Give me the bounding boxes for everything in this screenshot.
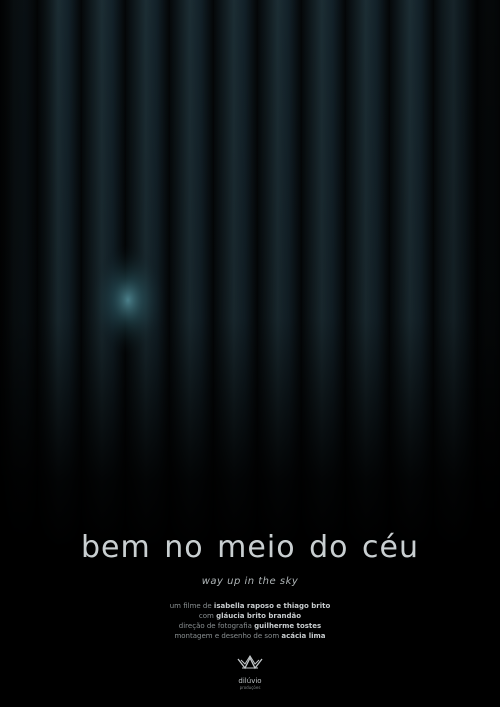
credit-line-editing: [0, 631, 500, 641]
credit-line-photography: [0, 621, 500, 631]
credit-label: com: [198, 612, 214, 620]
logo-tagline: produções: [239, 685, 261, 690]
credit-name: acácia lima: [281, 632, 326, 640]
film-title: bem no meio do céu: [81, 530, 419, 565]
credit-name: gláucia brito brandão: [216, 612, 302, 620]
film-subtitle: way up in the sky: [201, 576, 299, 587]
producer-logo: [229, 655, 271, 690]
credit-label: um filme de: [169, 602, 212, 610]
credit-line-cast: [0, 611, 500, 621]
credit-line-director: [0, 601, 500, 611]
credit-name: isabella raposo e thiago brito: [213, 602, 331, 610]
credit-label: direção de fotografia: [178, 622, 252, 630]
credits-block: [0, 601, 500, 641]
boat-icon: [237, 655, 263, 671]
credit-name: guilherme tostes: [254, 622, 322, 630]
credit-label: montagem e desenho de som: [174, 632, 280, 640]
logo-brand: dilúvio: [238, 677, 262, 685]
